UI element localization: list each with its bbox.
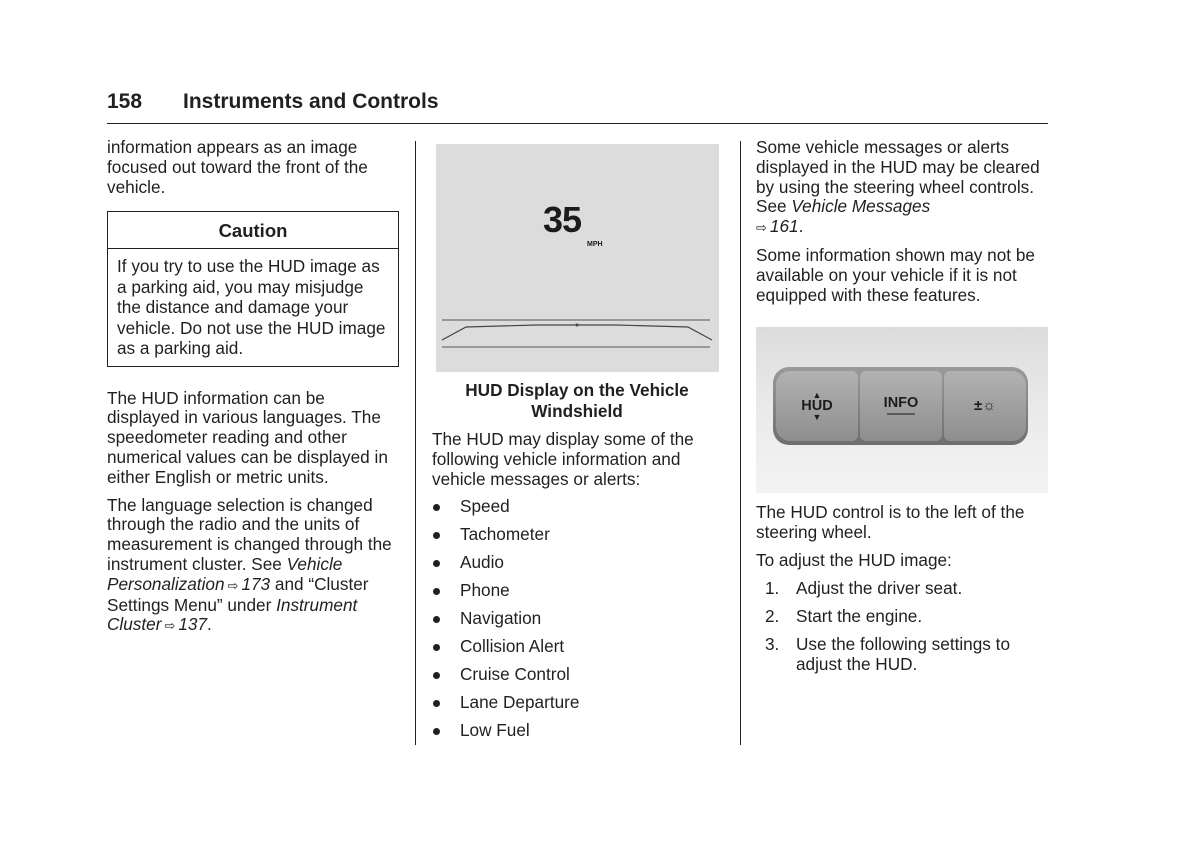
bullet-icon [433, 504, 440, 511]
hud-adjust-icon: ▲ HUD ▼ [801, 389, 833, 422]
languages-paragraph: The HUD information can be displayed in various languages. The speedometer reading and other numerical values can be displayed in either English or metric units. [107, 387, 388, 487]
page-header [107, 88, 1048, 124]
bullet-icon [433, 616, 440, 623]
selection-text-end: . [207, 614, 212, 635]
column-divider-right [740, 141, 741, 745]
caution-title: Caution [108, 212, 398, 249]
selection-text-mid: and “Cluster Settings Menu” under [107, 573, 369, 615]
bullet-icon [433, 700, 440, 707]
list-item: Speed [432, 497, 722, 517]
vehicle-messages-page[interactable]: 161 [769, 216, 799, 237]
hud-button[interactable] [776, 371, 858, 441]
hud-windshield-figure [436, 144, 719, 372]
page-ref-arrow-icon: ⇨ [756, 220, 767, 236]
vehicle-personalization-page[interactable]: 173 [241, 573, 271, 594]
info-button-label: INFO [883, 395, 919, 412]
messages-paragraph [756, 138, 1048, 238]
bullet-icon [433, 588, 440, 595]
caution-box [107, 211, 399, 366]
vehicle-messages-link[interactable]: Vehicle Messages [791, 196, 931, 217]
list-item: Collision Alert [432, 637, 722, 657]
bullet-icon [433, 644, 440, 651]
hud-controls-figure [756, 327, 1048, 493]
instrument-cluster-page[interactable]: 137 [178, 614, 208, 635]
step-number: 3. [765, 633, 780, 654]
list-item: Lane Departure [432, 693, 722, 713]
bullet-icon [433, 672, 440, 679]
list-item: Phone [432, 581, 722, 601]
brightness-icon: ±☼ [974, 397, 996, 415]
caution-body: If you try to use the HUD image as a parking aid, you may misjudge the distance and damage your vehicle. Do not use the HUD image as a parking aid. [117, 256, 386, 359]
page-ref-arrow-icon: ⇨ [227, 577, 239, 593]
info-underline [887, 413, 915, 415]
hud-speed-value: 35 [543, 199, 582, 240]
column-right [756, 138, 1048, 683]
step-number: 2. [765, 605, 780, 626]
vehicle-personalization-link[interactable]: Vehicle Personalization [107, 554, 343, 594]
hud-info-list [432, 497, 722, 741]
language-selection-paragraph [107, 496, 399, 637]
bullet-icon [433, 560, 440, 567]
brightness-button[interactable] [944, 371, 1026, 441]
list-item: Navigation [432, 609, 722, 629]
column-middle [432, 144, 722, 749]
hood-outline-graphic [436, 144, 719, 372]
figure-caption: HUD Display on the Vehicle Windshield [465, 380, 689, 421]
messages-text-end: . [798, 216, 804, 237]
list-item: Tachometer [432, 525, 722, 545]
list-item [756, 607, 1048, 627]
instrument-cluster-link[interactable]: Instrument Cluster [107, 594, 358, 635]
hud-button-label: HUD [801, 397, 833, 414]
bullet-icon [433, 728, 440, 735]
info-button[interactable] [860, 371, 942, 441]
bullet-icon [433, 532, 440, 539]
step-text: Start the engine. [796, 605, 923, 626]
page-number: 158 [107, 90, 143, 113]
step-number: 1. [765, 577, 780, 598]
hud-info-intro: The HUD may display some of the following vehicle information and vehicle messages or alerts: [432, 429, 694, 489]
adjust-intro: To adjust the HUD image: [756, 549, 952, 570]
page-ref-arrow-icon: ⇨ [164, 618, 176, 634]
section-title: Instruments and Controls [183, 90, 439, 113]
selection-text-start: The language selection is changed through the radio and the units of measurement is changed through the instrument cluster. See [107, 494, 392, 575]
list-item: Cruise Control [432, 665, 722, 685]
list-item: Audio [432, 553, 722, 573]
column-divider-left [415, 141, 416, 745]
messages-text-start: Some vehicle messages or alerts displayed in the HUD may be cleared by using the steering wheel controls. See [756, 137, 1040, 217]
control-location-paragraph: The HUD control is to the left of the steering wheel. [756, 502, 1025, 543]
list-item [756, 635, 1048, 675]
adjust-steps-list [756, 579, 1048, 675]
list-item: Low Fuel [432, 721, 722, 741]
hud-speed-unit: MPH [587, 241, 603, 248]
step-text: Adjust the driver seat. [796, 577, 963, 598]
list-item [756, 579, 1048, 599]
column-left [107, 138, 399, 644]
step-text: Use the following settings to adjust the HUD. [796, 633, 1011, 674]
intro-paragraph: information appears as an image focused out toward the front of the vehicle. [107, 137, 368, 197]
availability-paragraph: Some information shown may not be available on your vehicle if it is not equipped with these features. [756, 244, 1035, 305]
